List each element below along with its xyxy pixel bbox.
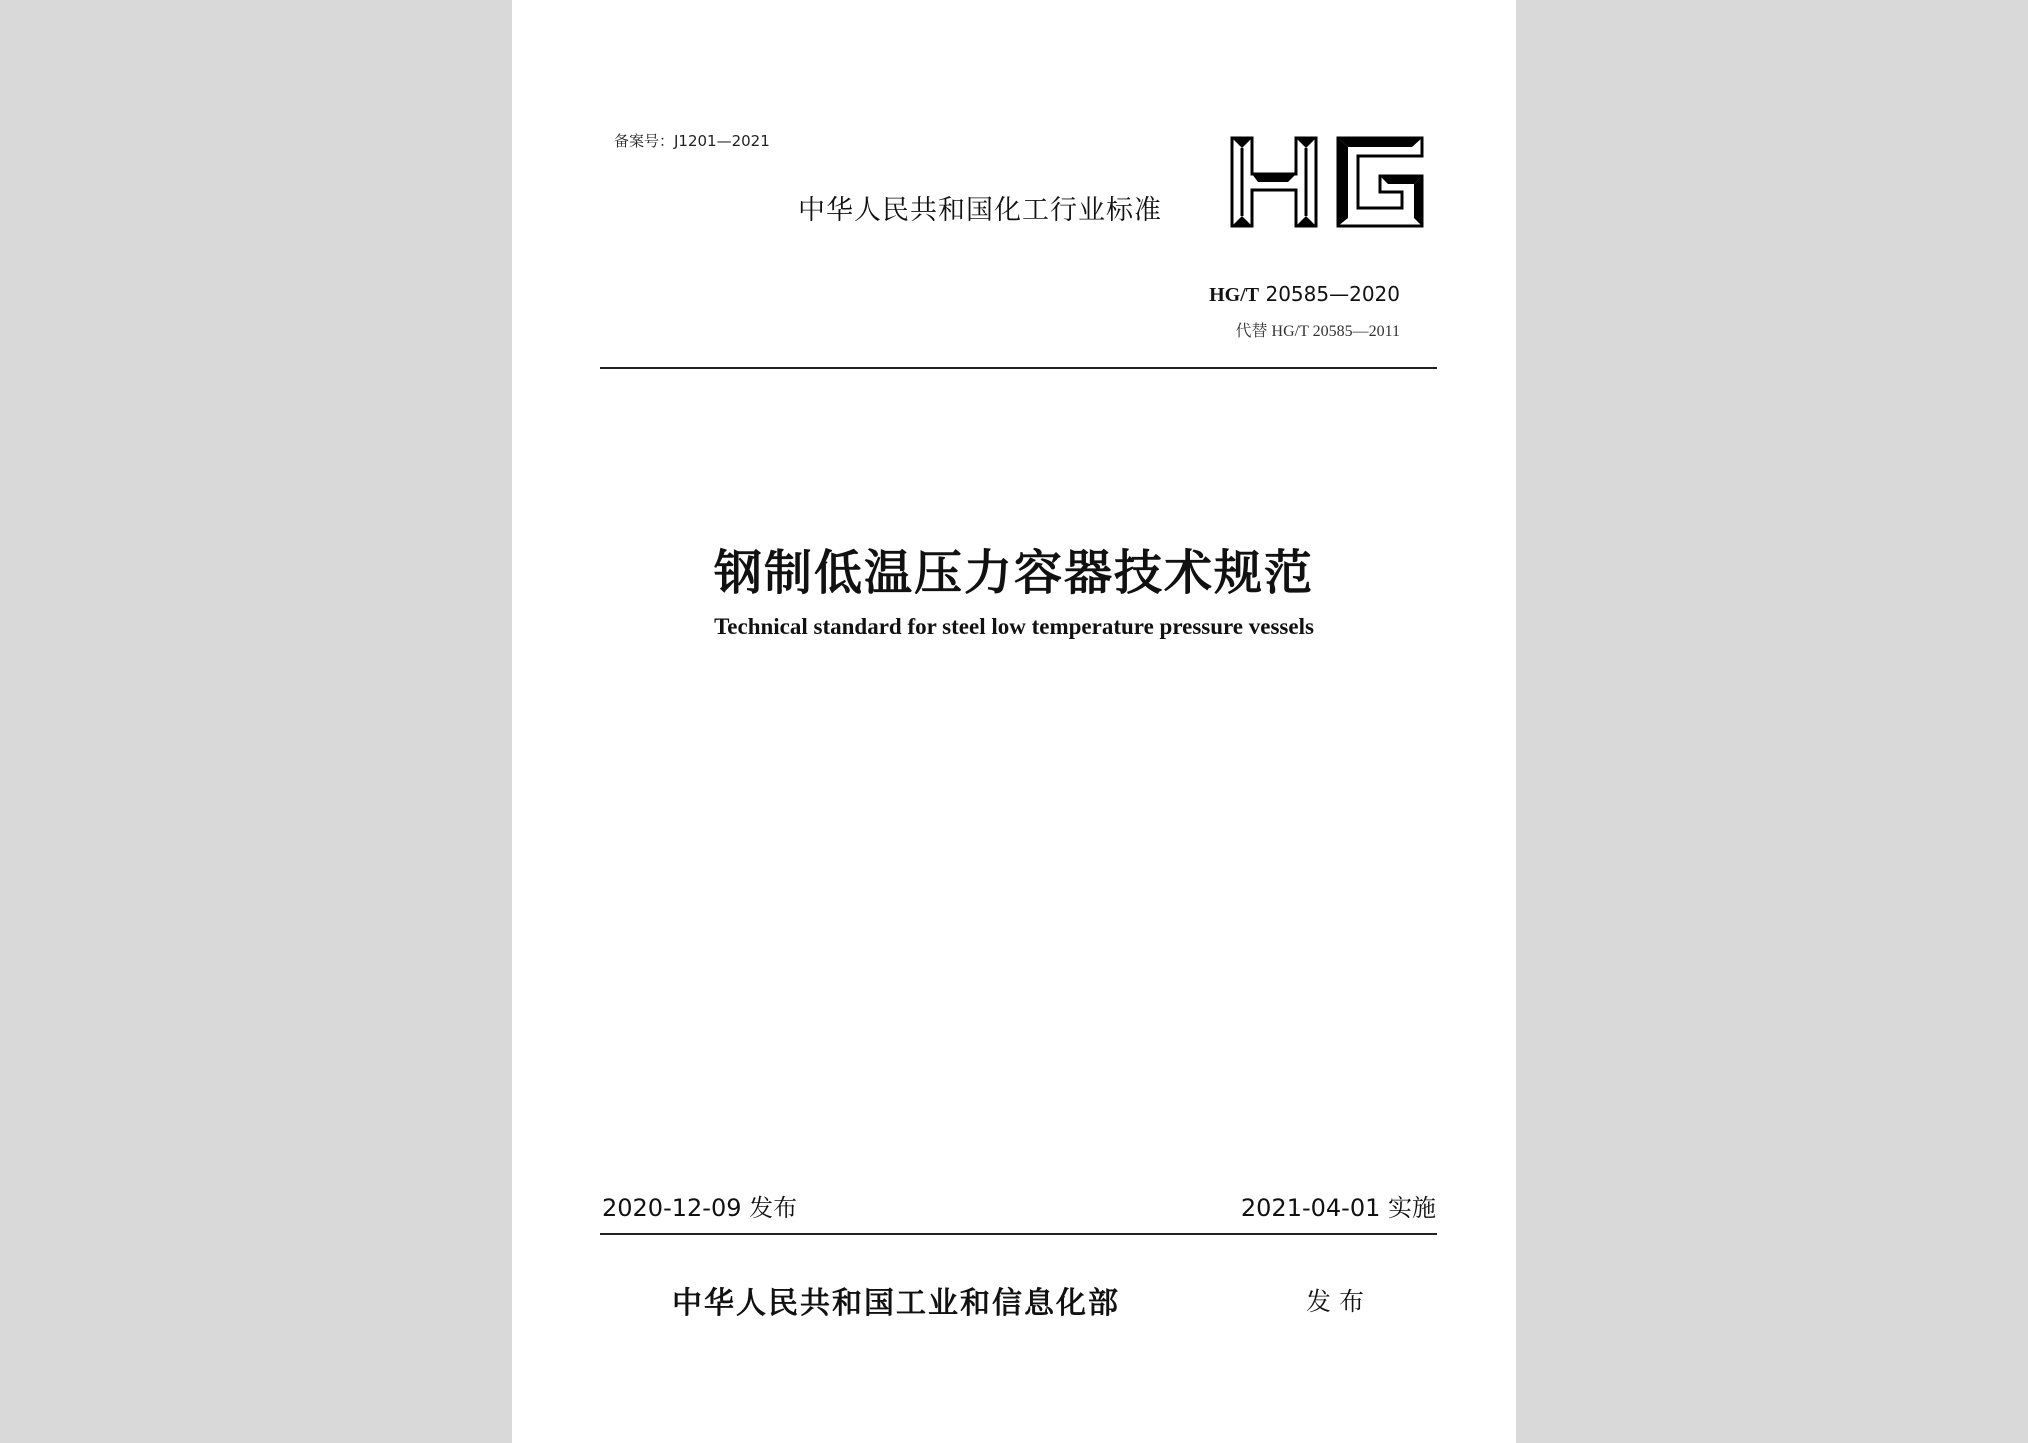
issue-date: 2020-12-09 发布 [602, 1194, 798, 1222]
standard-code [1209, 282, 1400, 307]
record-number: 备案号：J1201—2021 [614, 132, 770, 150]
title-english: Technical standard for steel low temperature pressure vessels [714, 614, 1314, 639]
effective-date: 2021-04-01 实施 [1240, 1194, 1436, 1222]
bottom-divider [600, 1233, 1437, 1235]
standard-code-prefix: HG/T [1209, 284, 1260, 306]
document-page [512, 0, 1516, 1443]
title-chinese: 钢制低温压力容器技术规范 [713, 545, 1314, 601]
hg-logo-icon [1228, 134, 1426, 230]
replaces-standard: 代替 HG/T 20585—2011 [1235, 323, 1400, 340]
standard-type: 中华人民共和国化工行业标准 [798, 195, 1162, 226]
issuer-suffix: 发布 [1306, 1287, 1373, 1316]
standard-code-number: 20585—2020 [1265, 282, 1400, 306]
issuing-authority: 中华人民共和国工业和信息化部 [672, 1286, 1120, 1321]
top-divider [600, 367, 1437, 369]
